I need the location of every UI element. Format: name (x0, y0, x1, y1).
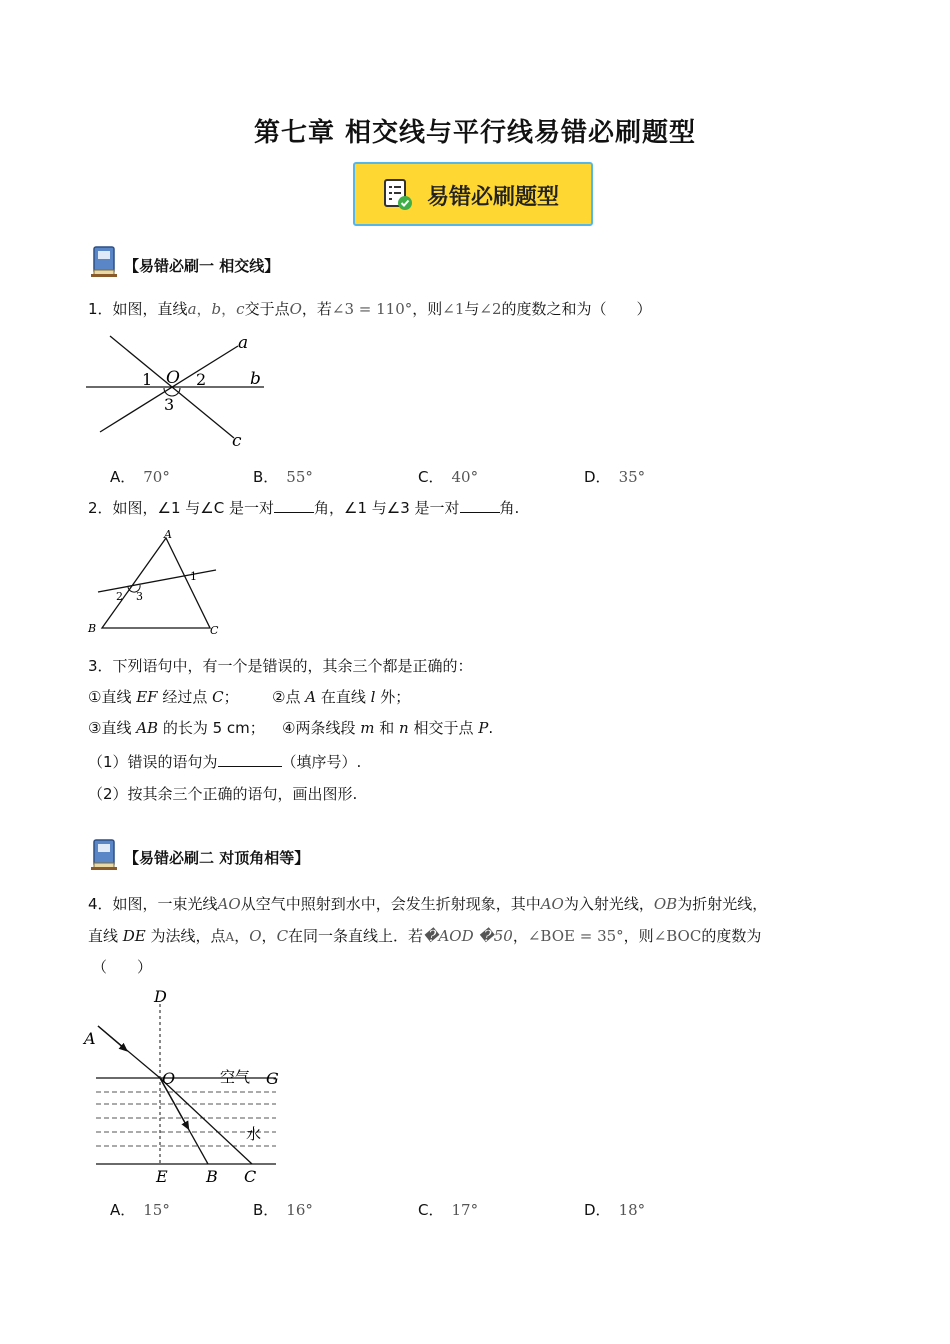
q4-option-a[interactable]: A． 15° (110, 1201, 170, 1219)
svg-text:空气: 空气 (220, 1068, 251, 1086)
question-4-stem-line-1: 4．如图，一束光线AO从空气中照射到水中，会发生折射现象，其中AO为入射光线，OB为折射光线， (88, 895, 768, 913)
question-4-stem-line-2: 直线 DE 为法线，点A，O，C在同一条直线上．若�AOD �50，∠BOE = 35°，则∠BOC的度数为 (88, 927, 762, 945)
page-title: 第七章 相交线与平行线易错必刷题型 (253, 118, 697, 148)
svg-text:B: B (206, 1167, 218, 1186)
section-heading-2: 【易错必刷二 对顶角相等】 (124, 849, 310, 867)
question-3-part-2: （2）按其余三个正确的语句，画出图形. (88, 785, 358, 803)
svg-text:C: C (244, 1167, 257, 1186)
svg-text:O: O (166, 368, 180, 388)
svg-text:3: 3 (136, 590, 143, 603)
answer-blank[interactable] (274, 498, 314, 513)
svg-text:O: O (162, 1069, 176, 1088)
svg-text:B: B (88, 622, 97, 635)
question-3-statement-3: ③直线 AB 的长为 5 cm； (88, 719, 265, 737)
svg-text:1: 1 (190, 570, 197, 583)
section-heading-1: 【易错必刷一 相交线】 (124, 257, 280, 275)
svg-text:1: 1 (142, 370, 153, 389)
question-3-statement-4: ④两条线段 m 和 n 相交于点 P. (282, 719, 494, 737)
question-3-statement-2: ②点 A 在直线 l 外； (272, 688, 411, 706)
q4-option-b[interactable]: B． 16° (253, 1201, 313, 1219)
checklist-icon (383, 178, 413, 212)
svg-text:G: G (266, 1069, 279, 1088)
svg-text:a: a (238, 333, 249, 353)
q1-option-a[interactable]: A． 70° (110, 468, 170, 486)
answer-blank[interactable] (460, 498, 500, 513)
question-3-intro: 3．下列语句中，有一个是错误的，其余三个都是正确的： (88, 657, 473, 675)
svg-text:b: b (250, 369, 261, 389)
q1-option-c[interactable]: C． 40° (418, 468, 479, 486)
svg-text:D: D (154, 987, 167, 1006)
q4-option-c[interactable]: C． 17° (418, 1201, 479, 1219)
book-icon (88, 837, 120, 871)
badge-label: 易错必刷题型 (427, 185, 560, 210)
figure-q1-intersecting-lines (86, 332, 276, 452)
answer-blank[interactable] (218, 752, 282, 767)
svg-text:2: 2 (116, 590, 123, 603)
q4-option-d[interactable]: D． 18° (584, 1201, 646, 1219)
question-2-stem: 2．如图，∠1 与∠C 是一对 角，∠1 与∠3 是一对 角. (88, 499, 520, 517)
question-4-stem-line-3: （ ） (92, 958, 153, 976)
topic-badge (353, 162, 593, 226)
svg-text:A: A (84, 1029, 96, 1048)
question-3-statement-1: ①直线 EF 经过点 C； (88, 688, 239, 706)
svg-text:E: E (156, 1167, 168, 1186)
book-icon (88, 244, 120, 278)
svg-text:C: C (210, 624, 219, 637)
svg-text:3: 3 (164, 395, 175, 414)
figure-q2-triangle (86, 528, 226, 640)
question-1-stem: 1．如图，直线a，b，c交于点O，若∠3 = 110°，则∠1与∠2的度数之和为（ ） (88, 300, 652, 318)
svg-text:水: 水 (246, 1125, 262, 1143)
svg-text:2: 2 (196, 370, 207, 389)
q1-option-b[interactable]: B． 55° (253, 468, 313, 486)
svg-text:c: c (232, 431, 242, 451)
question-3-part-1: （1）错误的语句为 （填序号）. (88, 753, 362, 771)
svg-text:A: A (164, 528, 172, 541)
q1-option-d[interactable]: D． 35° (584, 468, 646, 486)
figure-q4-refraction (80, 986, 290, 1186)
